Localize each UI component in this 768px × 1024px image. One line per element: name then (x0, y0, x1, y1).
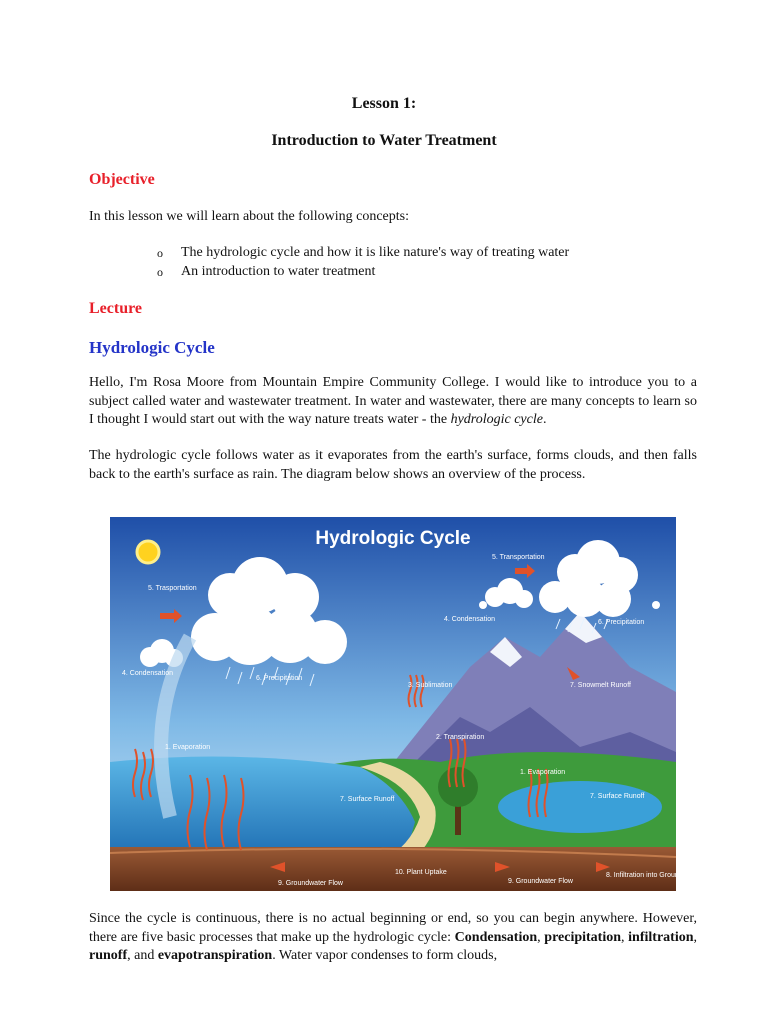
term-precipitation: precipitation (544, 929, 622, 945)
lesson-number: Lesson 1: (351, 95, 417, 112)
term-infiltration: infiltration (628, 929, 694, 945)
label-sublimation: 3. Sublimation (408, 682, 453, 689)
sun-icon (137, 541, 159, 563)
list-item-text: The hydrologic cycle and how it is like nature's way of treating water (181, 245, 570, 260)
lake-shape (498, 781, 662, 833)
separator: , and (127, 948, 158, 963)
lecture-heading: Lecture (89, 300, 143, 317)
emphasis-term: hydrologic cycle (450, 412, 543, 427)
separator: , (537, 929, 545, 945)
label-infiltration: 8. Infiltration into Groundwater (606, 872, 700, 879)
label-evaporation: 1. Evaporation (165, 744, 211, 751)
hydrologic-cycle-diagram (110, 517, 700, 891)
processes-paragraph (89, 910, 697, 966)
tree-icon (438, 767, 478, 807)
label-condensation: 4. Condensation (444, 616, 495, 623)
term-runoff: runoff (89, 948, 128, 963)
label-condensation: 4. Condensation (122, 670, 173, 677)
label-surface-runoff: 7. Surface Runoff (590, 793, 645, 800)
label-surface-runoff: 7. Surface Runoff (340, 796, 395, 803)
objective-heading: Objective (89, 171, 155, 188)
label-transpiration: 2. Transpiration (436, 734, 485, 741)
label-plant-uptake: 10. Plant Uptake (395, 869, 447, 876)
cycle-description-paragraph: The hydrologic cycle follows water as it evaporates from the earth's surface, forms clouds, and then falls back to the earth's surface as rain. The diagram below shows an overview of the process. (89, 448, 697, 482)
label-snowmelt-runoff: 7. Snowmelt Runoff (570, 682, 631, 689)
label-precipitation: 6. Precipitation (598, 619, 645, 626)
paragraph-text: . Water vapor condenses to form clouds, (272, 948, 498, 963)
label-groundwater-flow: 9. Groundwater Flow (508, 878, 573, 885)
label-transportation: 5. Transportation (492, 554, 545, 561)
label-evaporation: 1. Evaporation (520, 769, 566, 776)
term-condensation: Condensation (454, 929, 538, 945)
paragraph-text: Hello, I'm Rosa Moore from Mountain Empire Community College. I would like to introduce you to a subject called water and wastewater treatment. In water and wastewater, there are many concepts to learn so I thought I would start out with the way nature treats water - the (89, 375, 697, 427)
intro-paragraph (89, 374, 697, 430)
bullet-marker: o (157, 246, 163, 260)
lesson-title: Introduction to Water Treatment (271, 132, 497, 149)
hydrologic-cycle-heading: Hydrologic Cycle (89, 338, 215, 357)
label-groundwater-flow: 9. Groundwater Flow (278, 880, 343, 887)
list-item (157, 244, 569, 263)
objective-intro: In this lesson we will learn about the following concepts: (89, 209, 409, 224)
diagram-title: Hydrologic Cycle (315, 528, 471, 549)
separator: , (693, 929, 698, 945)
bullet-marker: o (157, 264, 163, 279)
term-evapotranspiration: evapotranspiration (157, 948, 273, 963)
label-precipitation: 6. Precipitation (256, 675, 303, 682)
list-item-text: An introduction to water treatment (181, 263, 376, 279)
separator: , (621, 929, 629, 945)
paragraph-text: . (542, 412, 547, 427)
paragraph-text: Since the cycle is continuous, there is no actual beginning or end, so you can begin anywhere. However, there are five basic processes that make up the hydrologic cycle: (89, 911, 697, 945)
label-transportation: 5. Trasportation (148, 585, 197, 592)
list-item (157, 263, 569, 282)
objective-list (157, 244, 569, 281)
